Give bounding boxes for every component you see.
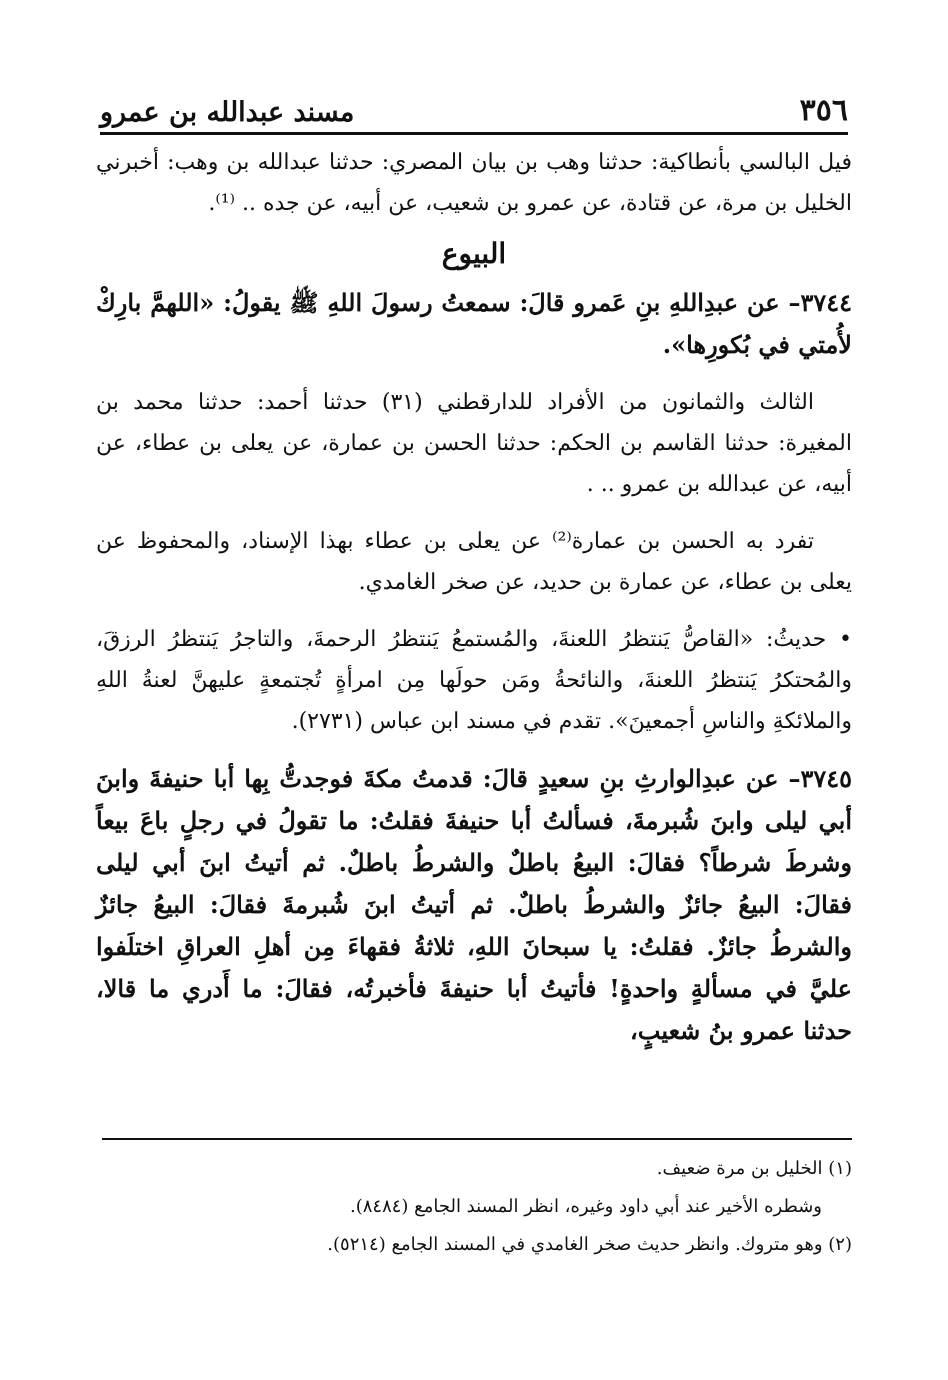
spacer xyxy=(96,603,852,619)
running-title: مسند عبدالله بن عمرو xyxy=(100,97,355,128)
section-heading: البيوع xyxy=(441,237,507,270)
main-text xyxy=(96,142,852,1052)
page-header xyxy=(100,78,848,128)
footnote-divider xyxy=(102,1138,852,1140)
page-number: ٣٥٦ xyxy=(799,93,848,128)
footnote-1: (١) الخليل بن مرة ضعيف. xyxy=(656,1158,852,1179)
header-divider xyxy=(100,132,848,135)
spacer xyxy=(96,742,852,758)
paragraph-hadith-qass: • حديثُ: «القاصُّ يَنتظرُ اللعنةَ، والمُستمعُ يَنتظرُ الرحمةَ، والتاجرُ يَنتظرُ الرزقَ، والمُحتكرُ يَنتظرُ اللعنةَ، والنائحةُ ومَن حولَها مِن امرأةٍ تُجتمعةٍ عليهنَّ لعنةُ اللهِ والملائكةِ والناسِ أجمعينَ». تقدم في مسند ابن عباس (٢٧٣١). xyxy=(96,627,852,734)
hadith-3745: ٣٧٤٥– عن عبدِالوارثِ بنِ سعيدٍ قالَ: قدمتُ مكةَ فوجدتُّ بِها أبا حنيفةَ وابنَ أبي ليلى وابنَ شُبرمةَ، فسألتُ أبا حنيفةَ فقلتُ: ما تقولُ في رجلٍ باعَ بيعاً وشرطَ شرطاً؟ فقالَ: البيعُ باطلٌ والشرطُ باطلٌ. ثم أتيتُ ابنَ أبي ليلى فقالَ: البيعُ جائزٌ والشرطُ باطلٌ. ثم أتيتُ ابنَ شُبرمةَ فقالَ: البيعُ جائزٌ والشرطُ جائزٌ. فقلتُ: يا سبحانَ اللهِ، ثلاثةُ فقهاءَ مِن أهلِ العراقِ اختلَفوا عليَّ في مسألةٍ واحدةٍ! فأتيتُ أبا حنيفةَ فأخبرتُه، فقالَ: ما أَدري ما قالا، حدثنا عمرو بنُ شعيبٍ، xyxy=(96,764,853,1045)
intro-paragraph: فيل البالسي بأنطاكية: حدثنا وهب بن بيان المصري: حدثنا عبدالله بن وهب: أخبرني الخليل بن مرة، عن قتادة، عن عمرو بن شعيب، عن أبيه، عن جده .. ⁽¹⁾. xyxy=(96,150,852,216)
hadith-3744: ٣٧٤٤– عن عبدِاللهِ بنِ عَمرو قالَ: سمعتُ رسولَ اللهِ ﷺ يقولُ: «اللهمَّ بارِكْ لأُمتي في بُكورِها». xyxy=(96,288,852,359)
footnote-1-continued: وشطره الأخير عند أبي داود وغيره، انظر المسند الجامع (٨٤٨٤). xyxy=(349,1196,822,1217)
footnote-2: (٢) وهو متروك. وانظر حديث صخر الغامدي في المسند الجامع (٥٢١٤). xyxy=(327,1234,852,1255)
footnotes xyxy=(96,1150,852,1264)
paragraph-dar-qutni: الثالث والثمانون من الأفراد للدارقطني (٣١) حدثنا أحمد: حدثنا محمد بن المغيرة: حدثنا القاسم بن الحكم: حدثنا الحسن بن عمارة، عن يعلى بن عطاء، عن أبيه، عن عبدالله بن عمرو .. . xyxy=(96,390,852,497)
spacer xyxy=(96,366,852,382)
paragraph-tafarrud: تفرد به الحسن بن عمارة⁽²⁾ عن يعلى بن عطاء بهذا الإسناد، والمحفوظ عن يعلى بن عطاء، عن عمارة بن حديد، عن صخر الغامدي. xyxy=(96,529,852,595)
spacer xyxy=(96,505,852,521)
